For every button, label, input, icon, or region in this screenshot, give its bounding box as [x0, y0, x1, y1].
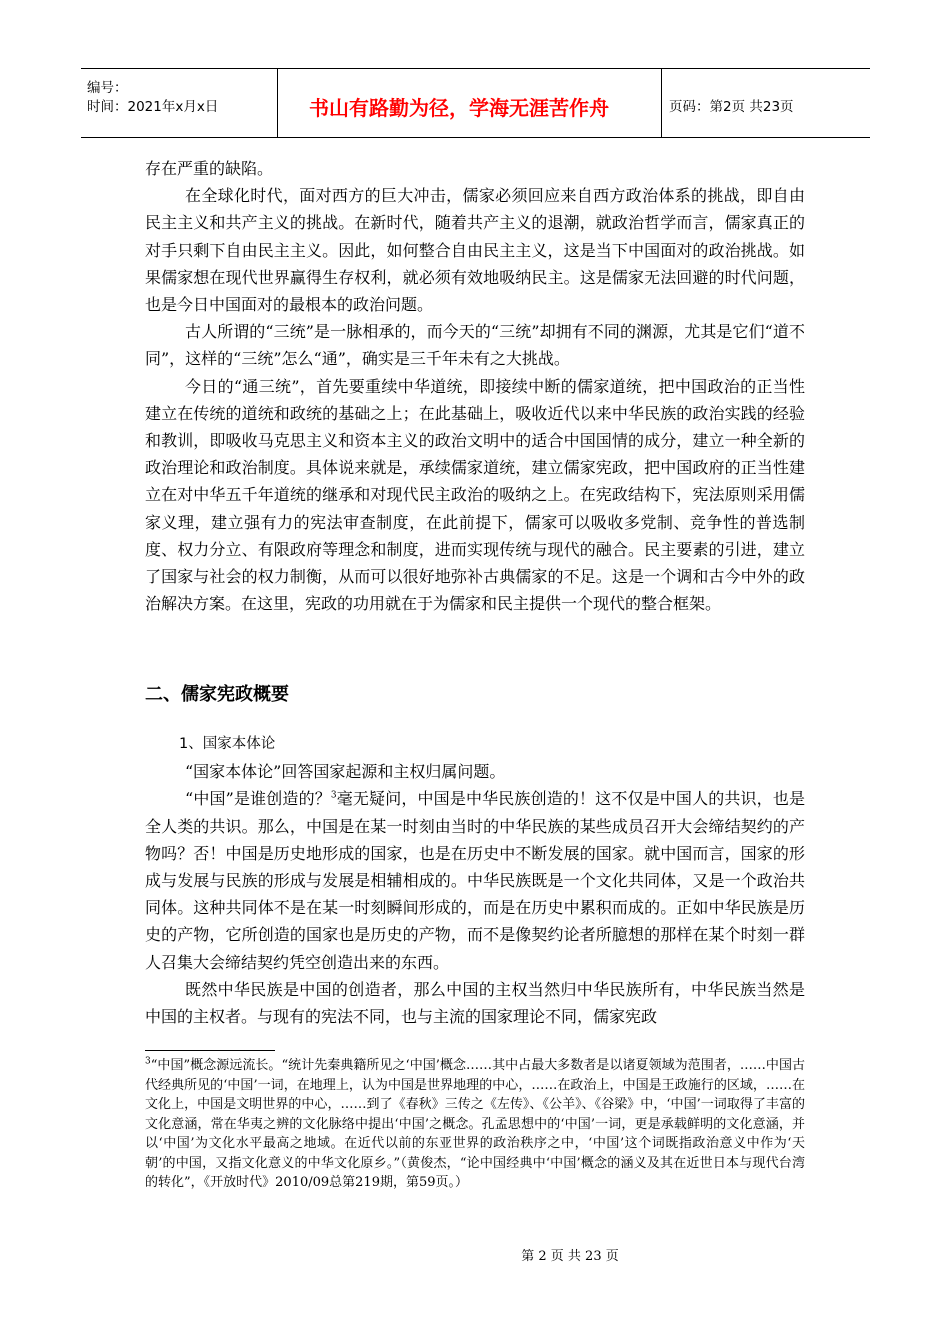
footnote-reference[interactable]: 3	[330, 791, 337, 802]
document-number-label: 编号：	[87, 80, 128, 96]
paragraph-start: “中国”是谁创造的？	[185, 789, 331, 809]
footnote-separator	[145, 1050, 275, 1051]
paragraph: 存在严重的缺陷。	[145, 159, 274, 178]
footnote-number: 3	[145, 1056, 151, 1067]
header-page-info: 页码：第2页 共23页	[669, 99, 794, 115]
page-header	[81, 68, 870, 138]
header-motto-cell	[277, 69, 662, 137]
paragraph: 古人所谓的“三统”是一脉相承的，而今天的“三统”却拥有不同的渊源，尤其是它们“道不同”，这样的“三统”怎么“通”，确实是三千年未有之大挑战。	[145, 322, 805, 369]
footnote-text: “中国”概念源远流长。“统计先秦典籍所见之‘中国’概念……其中占最大多数者是以诸夏领域为范围者，……中国古代经典所见的‘中国’一词，在地理上，认为中国是世界地理的中心，……在政治上，中国是王政施行的区域，……在文化上，中国是文明世界的中心，……到了《春秋》三传之《左传》、《公羊》、《谷梁》中，‘中国’一词取得了丰富的文化意涵，常在华夷之辨的文化脉络中提出‘中国’之概念。孔孟思想中的‘中国’一词，更是承载鲜明的文化意涵，并以‘中国’为文化水平最高之地域。在近代以前的东亚世界的政治秩序之中，‘中国’这个词既指政治意义中作为‘天朝’的中国，又指文化意义的中华文化原乡。”（黄俊杰，“论中国经典中‘中国’概念的涵义及其在近世日本与现代台湾的转化”，《开放时代》2010/09总第219期，第59页。）	[145, 1058, 805, 1190]
document-date-label: 时间：2021年x月x日	[87, 99, 219, 115]
body-text	[145, 155, 805, 617]
paragraph: “国家本体论”回答国家起源和主权归属问题。	[185, 762, 506, 782]
header-motto: 书山有路勤为径，学海无涯苦作舟	[309, 96, 609, 120]
paragraph: 今日的“通三统”，首先要重续中华道统，即接续中断的儒家道统，把中国政治的正当性建立在传统的道统和政统的基础之上；在此基础上，吸收近代以来中华民族的政治实践的经验和教训，即吸收马克思主义和资本主义的政治文明中的适合中国国情的成分，建立一种全新的政治理论和政治制度。具体说来就是，承续儒家道统，建立儒家宪政，把中国政府的正当性建立在对中华五千年道统的继承和对现代民主政治的吸纳之上。在宪政结构下，宪法原则采用儒家义理，建立强有力的宪法审查制度，在此前提下，儒家可以吸收多党制、竞争性的普选制度、权力分立、有限政府等理念和制度，进而实现传统与现代的融合。民主要素的引进，建立了国家与社会的权力制衡，从而可以很好地弥补古典儒家的不足。这是一个调和古今中外的政治解决方案。在这里，宪政的功用就在于为儒家和民主提供一个现代的整合框架。	[145, 376, 805, 614]
page-footer: 第 2 页 共 23 页	[521, 1249, 619, 1264]
section-heading: 二、儒家宪政概要	[145, 684, 289, 705]
paragraph	[145, 785, 805, 975]
paragraph-rest: 毫无疑问，中国是中华民族创造的！这不仅是中国人的共识，也是全人类的共识。那么，中国是在某一时刻由当时的中华民族的某些成员召开大会缔结契约的产物吗？否！中国是历史地形成的国家，也是在历史中不断发展的国家。就中国而言，国家的形成与发展与民族的形成与发展是相辅相成的。中华民族既是一个文化共同体，又是一个政治共同体。这种共同体不是在某一时刻瞬间形成的，而是在历史中累积而成的。正如中华民族是历史的产物，它所创造的国家也是历史的产物，而不是像契约论者所臆想的那样在某个时刻一群人召集大会缔结契约凭空创造出来的东西。	[145, 789, 805, 972]
paragraph: 既然中华民族是中国的创造者，那么中国的主权当然归中华民族所有，中华民族当然是中国的主权者。与现有的宪法不同，也与主流的国家理论不同，儒家宪政	[145, 979, 805, 1027]
paragraph: 在全球化时代，面对西方的巨大冲击，儒家必须回应来自西方政治体系的挑战，即自由民主主义和共产主义的挑战。在新时代，随着共产主义的退潮，就政治哲学而言，儒家真正的对手只剩下自由民主主义。因此，如何整合自由民主主义，这是当下中国面对的政治挑战。如果儒家想在现代世界赢得生存权利，就必须有效地吸纳民主。这是儒家无法回避的时代问题，也是今日中国面对的最根本的政治问题。	[145, 186, 805, 315]
subsection-heading: 1、国家本体论	[179, 736, 276, 752]
footnote	[145, 1056, 805, 1193]
header-page-cell	[661, 69, 870, 137]
header-meta-cell	[81, 69, 278, 137]
section-body	[145, 731, 805, 1030]
